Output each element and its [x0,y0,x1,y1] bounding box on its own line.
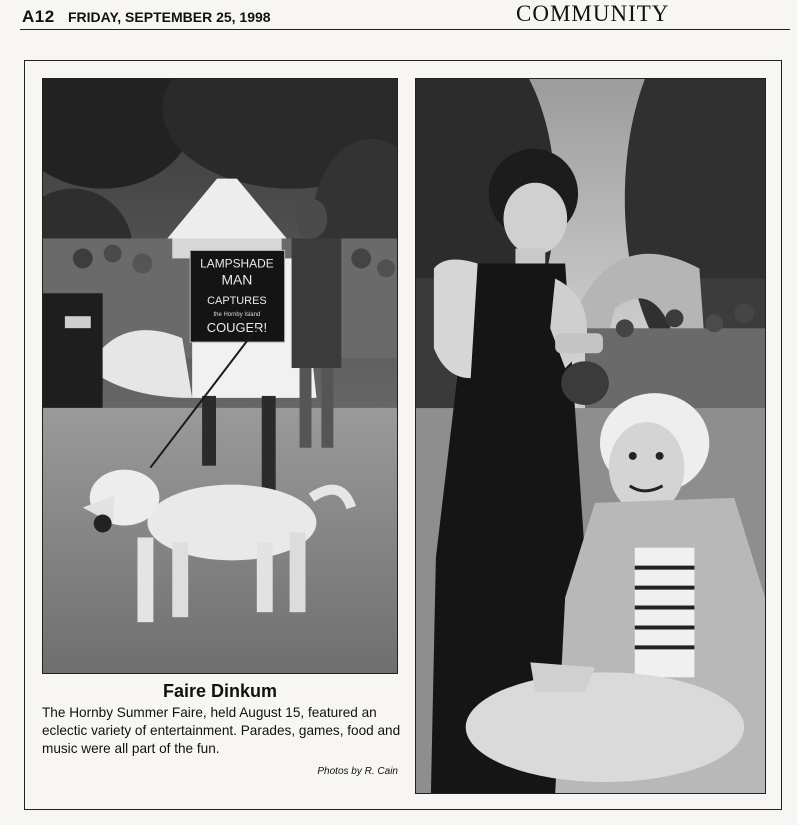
photo-lampshade-man-image [43,79,397,673]
photo-credit: Photos by R. Cain [317,766,398,777]
section-title: COMMUNITY [516,1,670,26]
photo-face-painting-image [416,79,765,793]
sign-line-4: the Hornby Island [213,312,261,319]
masthead [0,0,797,32]
photo-face-painting [415,78,766,794]
photo-lampshade-man [42,78,398,674]
sign-line-1: LAMPSHADE [200,256,274,271]
sign-line-5: COUGER! [206,320,268,336]
page-number: A12 [22,7,55,26]
caption-body: The Hornby Summer Faire, held August 15, featured an eclectic variety of entertainment. Parades, games, food and music were all part of the fun. [42,705,401,756]
sign-line-2: MAN [221,271,253,288]
sign-line-3: CAPTURES [207,295,267,308]
masthead-rule [20,29,790,30]
publication-date: FRIDAY, SEPTEMBER 25, 1998 [68,9,271,25]
caption-title: Faire Dinkum [162,681,278,701]
